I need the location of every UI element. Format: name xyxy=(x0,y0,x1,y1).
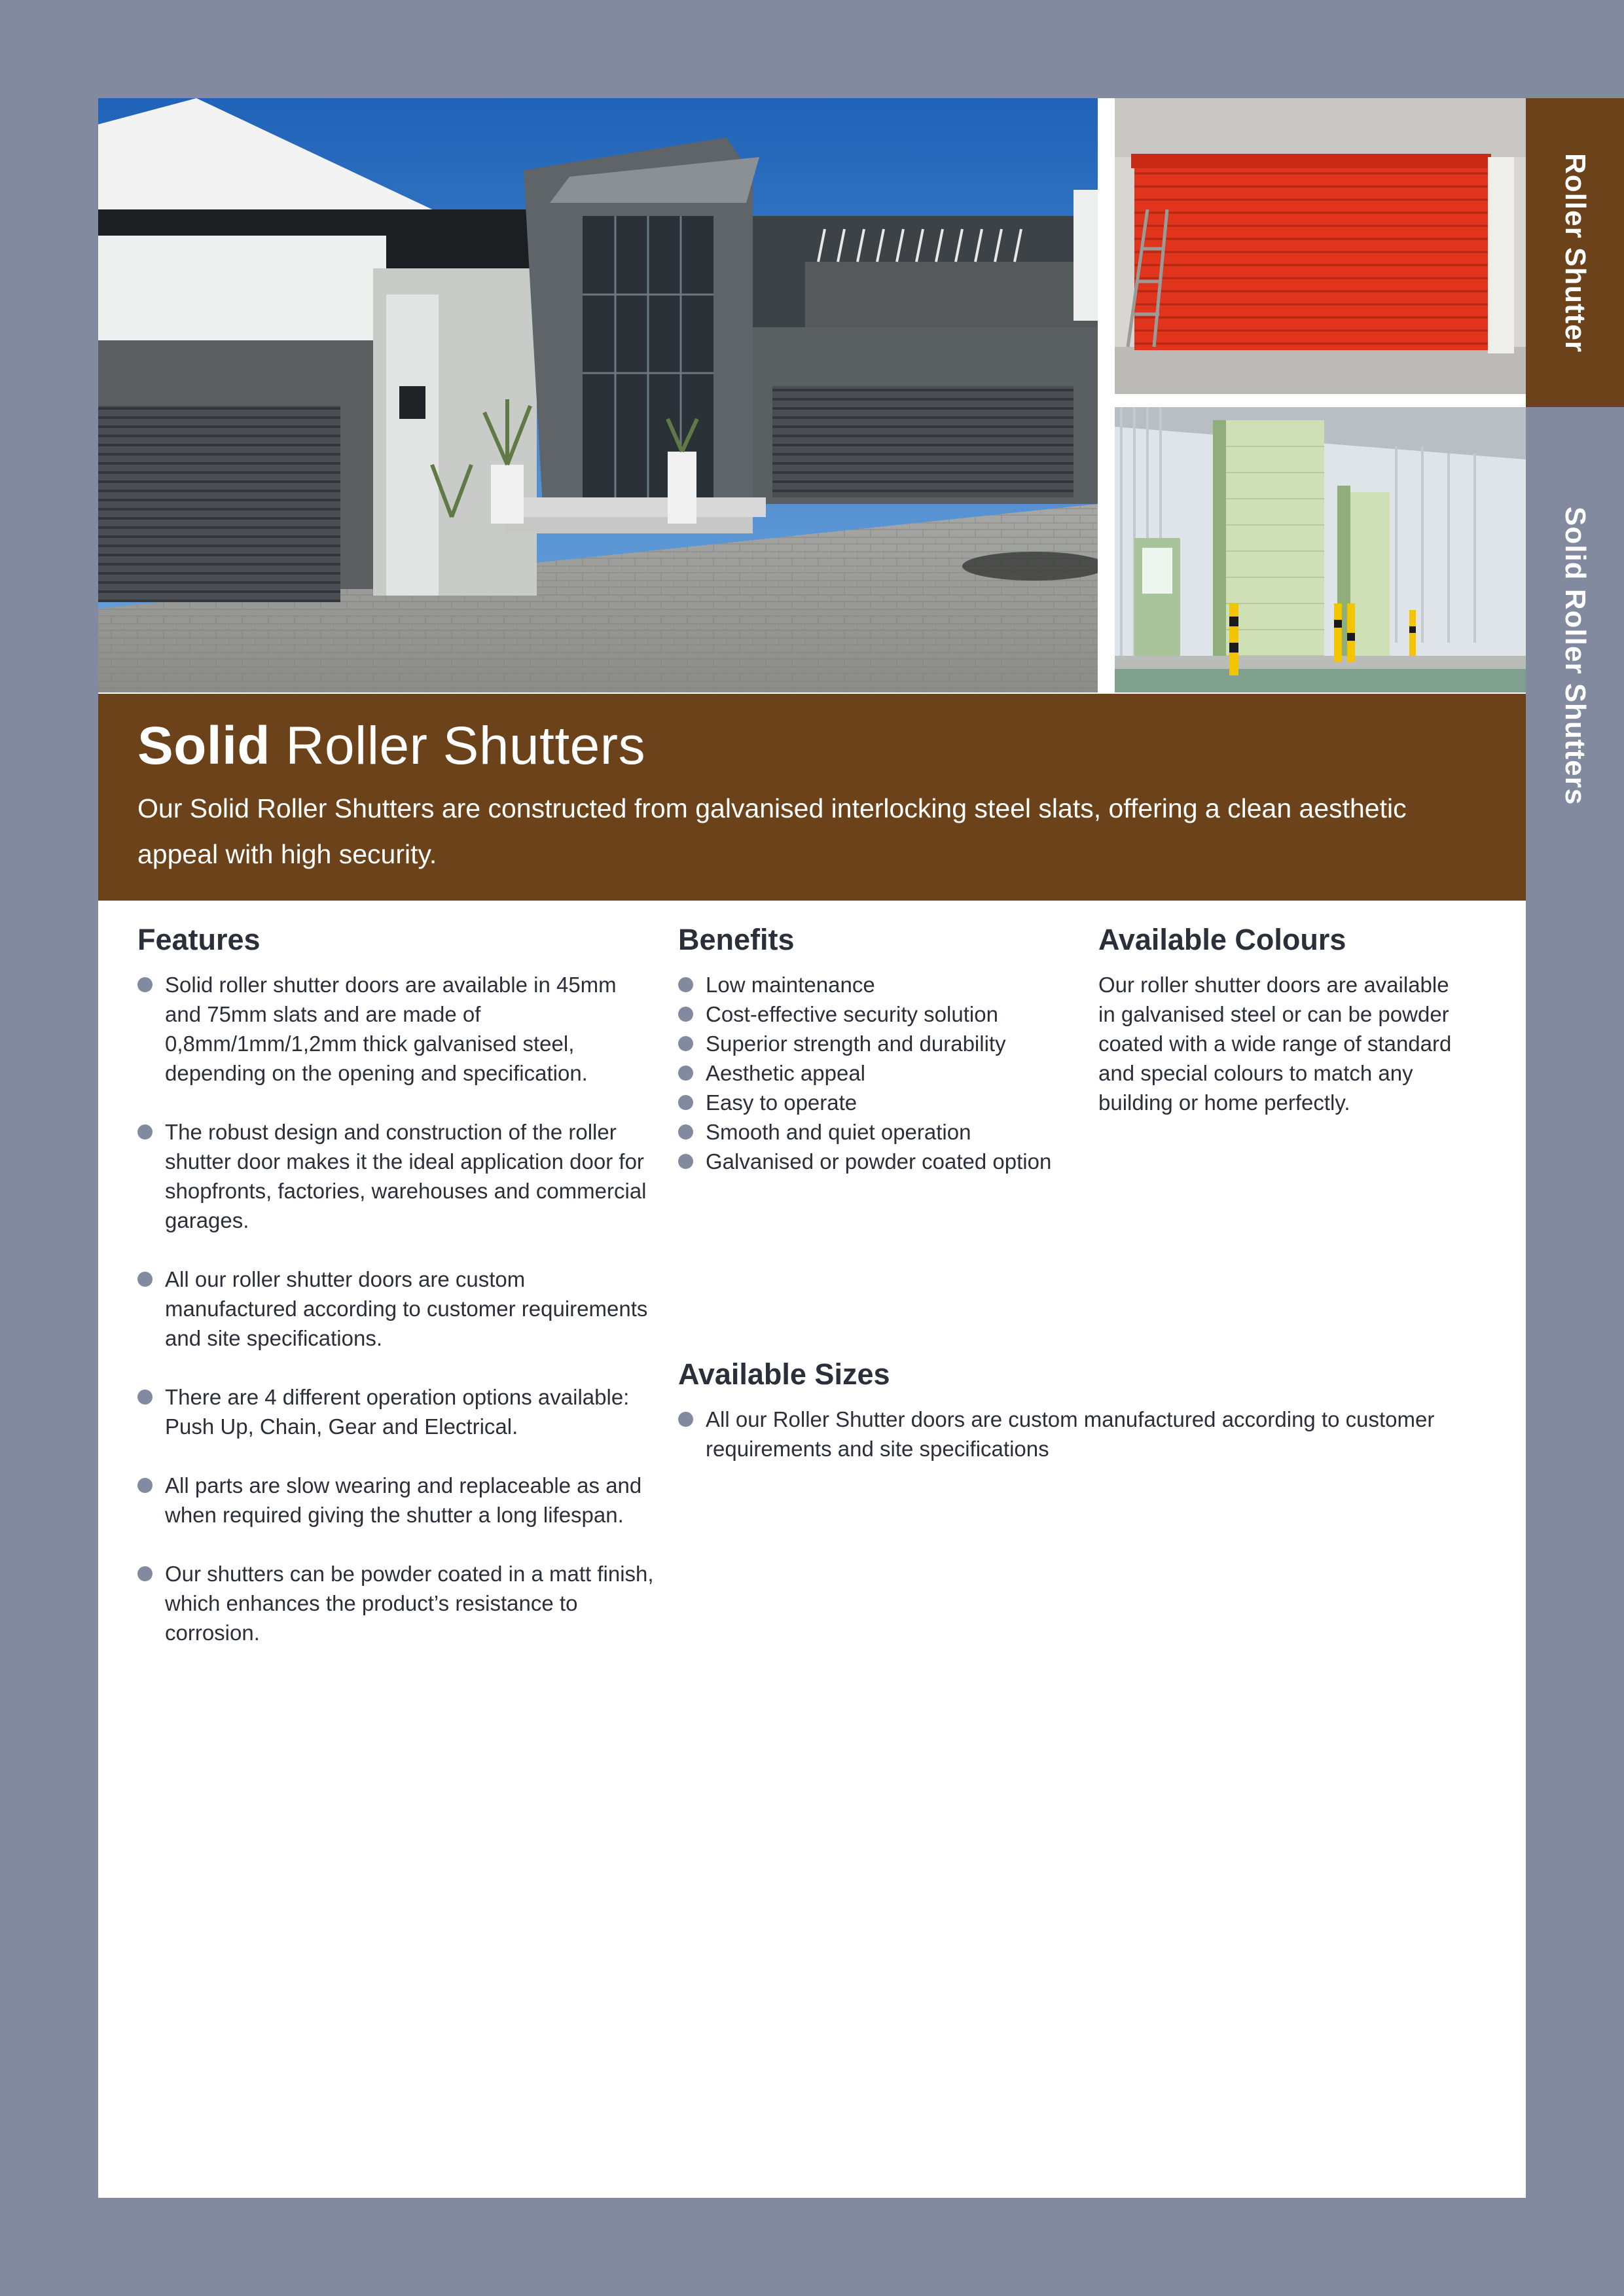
sizes-heading: Available Sizes xyxy=(678,1357,890,1391)
bullet-icon xyxy=(678,1124,693,1139)
bullet-icon xyxy=(137,1566,153,1581)
bullet-icon xyxy=(137,977,153,992)
sizes-section xyxy=(678,1356,1483,1463)
list-item: Our shutters can be powder coated in a matt finish, which enhances the product’s resistance to corrosion. xyxy=(137,1559,655,1647)
bullet-icon xyxy=(678,1412,693,1427)
features-heading: Features xyxy=(137,923,261,956)
benefits-list xyxy=(678,970,1071,1176)
list-item: Aesthetic appeal xyxy=(678,1058,1071,1088)
intro-text: Our Solid Roller Shutters are constructed from galvanised interlocking steel slats, offering a clean aesthetic appeal with high security. xyxy=(137,793,1407,869)
industrial-roller-shutter-photo xyxy=(1115,407,1526,692)
bullet-icon xyxy=(678,1154,693,1169)
section-tab-roller-shutter[interactable] xyxy=(1526,98,1624,407)
list-item: Superior strength and durability xyxy=(678,1029,1071,1058)
bullet-icon xyxy=(137,1390,153,1405)
brochure-page xyxy=(98,98,1526,2198)
red-roller-shutter-photo xyxy=(1115,98,1526,394)
page-title-rest: Roller Shutters xyxy=(285,716,646,776)
list-item: Smooth and quiet operation xyxy=(678,1117,1071,1147)
colours-text: Our roller shutter doors are available in galvanised steel or can be powder coated with a wide range of standard and special colours to match any building or home perfectly. xyxy=(1098,973,1452,1115)
features-section xyxy=(137,922,655,1677)
page-title-bold: Solid xyxy=(137,716,270,776)
list-item: All our Roller Shutter doors are custom manufactured according to customer requirements and site specifications xyxy=(678,1405,1483,1463)
colours-section xyxy=(1098,922,1465,1117)
colours-heading: Available Colours xyxy=(1098,923,1346,956)
list-item: All parts are slow wearing and replaceable as and when required giving the shutter a long lifespan. xyxy=(137,1471,655,1530)
bullet-icon xyxy=(678,1095,693,1110)
list-item: The robust design and construction of the roller shutter door makes it the ideal application door for shopfronts, factories, warehouses and commercial garages. xyxy=(137,1117,655,1235)
benefits-section xyxy=(678,922,1071,1176)
benefits-heading: Benefits xyxy=(678,923,795,956)
list-item: Solid roller shutter doors are available in 45mm and 75mm slats and are made of 0,8mm/1mm/1,2mm thick galvanised steel, depending on the opening and specification. xyxy=(137,970,655,1088)
bullet-icon xyxy=(137,1124,153,1139)
features-list xyxy=(137,970,655,1647)
bullet-icon xyxy=(678,1066,693,1081)
bullet-icon xyxy=(678,1007,693,1022)
page-title xyxy=(137,713,645,779)
bullet-icon xyxy=(678,1036,693,1051)
title-band xyxy=(98,694,1526,901)
house-garage-photo xyxy=(98,98,1098,692)
bullet-icon xyxy=(137,1478,153,1493)
bullet-icon xyxy=(678,977,693,992)
sizes-list xyxy=(678,1405,1483,1463)
section-tab-label: Roller Shutter xyxy=(1559,152,1591,353)
list-item: Cost-effective security solution xyxy=(678,999,1071,1029)
section-tab-label: Solid Roller Shutters xyxy=(1559,506,1591,806)
section-tab-solid-roller-shutters[interactable] xyxy=(1526,407,1624,905)
list-item: Easy to operate xyxy=(678,1088,1071,1117)
bullet-icon xyxy=(137,1272,153,1287)
list-item: Galvanised or powder coated option xyxy=(678,1147,1071,1176)
list-item: Low maintenance xyxy=(678,970,1071,999)
list-item: All our roller shutter doors are custom manufactured according to customer requirements and site specifications. xyxy=(137,1265,655,1353)
list-item: There are 4 different operation options available: Push Up, Chain, Gear and Electrical. xyxy=(137,1382,655,1441)
